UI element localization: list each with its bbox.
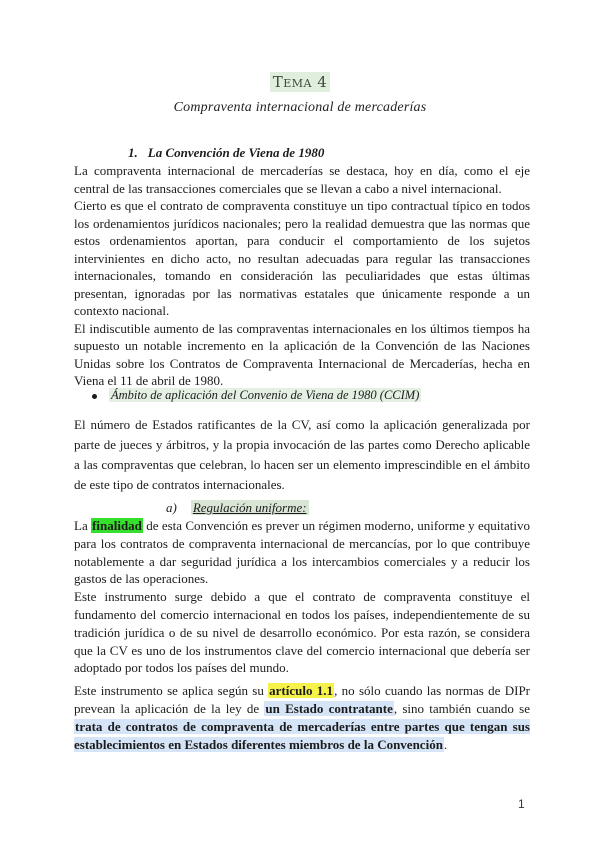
bullet-heading-text: Ámbito de aplicación del Convenio de Viena de 1980 (CCIM) — [111, 388, 420, 402]
document-subtitle: Compraventa internacional de mercaderías — [173, 100, 427, 115]
subsection-a-article-paragraph — [74, 682, 530, 754]
subsection-a-body — [74, 517, 530, 677]
paragraph: Cierto es que el contrato de compraventa constituye un tipo contractual típico en todos los ordenamientos jurídicos nacionales; pero la realidad demuestra que las normas que estos ordenamientos aportan, para conducir el comportamiento de los sujetos intervinientes en dicho acto, no resultan adecuadas para regular las transacciones internacionales, tomando en consideración las peculiaridades que estas últimas presentan, ignoradas por las normativas estatales que únicamente responde a un contexto nacional. — [74, 198, 530, 318]
subsection-title: Regulación uniforme: — [192, 500, 307, 515]
paragraph: La compraventa internacional de mercaderías se destaca, hoy en día, como el eje central de las transacciones comerciales que se llevan a cabo a nivel internacional. — [74, 163, 530, 196]
paragraph: El número de Estados ratificantes de la CV, así como la aplicación generalizada por parte de jueces y árbitros, y la propia invocación de las partes como Derecho aplicable a las compraventas que celebran, lo hacen ser un elemento imprescindible en el ámbito de este tipo de contratos internacionales. — [74, 417, 530, 492]
highlight-trata-de-contratos: trata de contratos de compraventa de mercaderías entre partes que tengan sus establecimientos en Estados diferentes miembros de la Convención — [74, 719, 530, 752]
bullet-body — [74, 415, 530, 495]
page-number: 1 — [518, 797, 525, 811]
section-1-title: La Convención de Viena de 1980 — [147, 145, 325, 160]
text-run: La — [74, 518, 92, 533]
text-run: . — [443, 737, 448, 752]
section-1-body — [74, 162, 530, 390]
text-run: de esta Convención es prever un régimen moderno, uniforme y equitativo para los contratos de compraventa internacional de mercancías, por lo que contribuye notablemente a dar seguridad jurídica a los intercambios comerciales y a reducir los gastos de las operaciones. — [74, 518, 530, 587]
highlight-finalidad: finalidad — [92, 518, 142, 533]
text-run: , sino también cuando se — [393, 701, 530, 716]
paragraph — [74, 517, 530, 588]
tema-heading-wrap — [0, 72, 600, 92]
bullet-heading — [92, 388, 421, 403]
subsection-a-heading — [166, 500, 309, 516]
paragraph: Este instrumento surge debido a que el contrato de compraventa constituye el fundamento del comercio internacional en todos los países, independientemente de su tradición jurídica o de su nivel de desarrollo económico. Por esta razón, se considera que la CV es uno de los instrumentos clave del comercio internacional que debería ser adoptado por todos los países del mundo. — [74, 589, 530, 676]
section-1-heading — [128, 145, 324, 161]
tema-heading: Tema 4 — [270, 72, 331, 92]
paragraph — [74, 682, 530, 754]
text-run: Este instrumento se aplica según su — [74, 683, 269, 698]
text-run: , no sólo cuando las normas de DIPr prevean la aplicación de la ley de — [74, 683, 531, 716]
highlight-estado-contratante: un Estado contratante — [265, 701, 393, 716]
section-1-number: 1. — [128, 145, 138, 160]
bullet-dot-icon — [92, 394, 97, 399]
subsection-letter: a) — [166, 500, 177, 515]
paragraph: El indiscutible aumento de las compraventas internacionales en los últimos tiempos ha supuesto un notable incremento en la aplicación de la Convención de las Naciones Unidas sobre los Contratos de Compraventa Internacional de Mercaderías, hecha en Viena el 11 de abril de 1980. — [74, 320, 530, 388]
highlight-articulo: artículo 1.1 — [269, 683, 334, 698]
